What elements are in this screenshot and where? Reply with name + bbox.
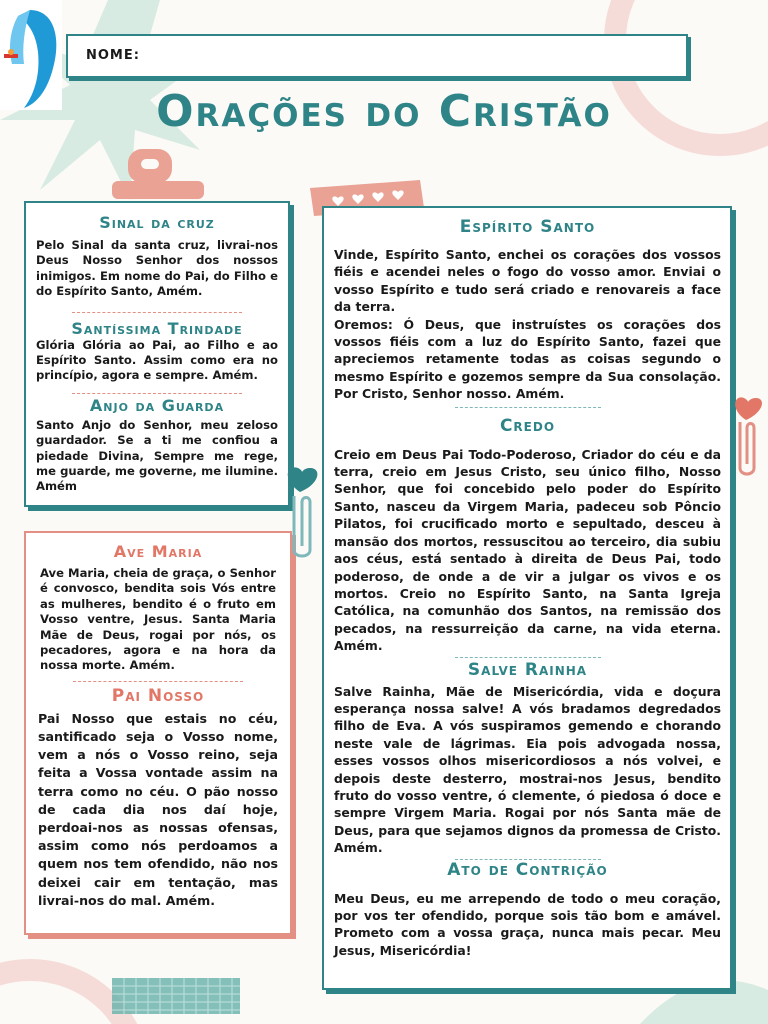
- washi-tape-bottom: [112, 978, 240, 1014]
- prayer-text-salve-rainha: Salve Rainha, Mãe de Misericórdia, vida e doçura esperança nossa salve! A vós bradamos degredados filho de Eva. A vós suspiramos gemendo e chorando neste vale de lágrimas. Eia pois advogada nossa, esses vossos olhos misericordiosos a nós volvei, e depois deste desterro, mostrai-nos Jesus, bendito fruto do vosso ventre, ó clemente, ó piedosa ó doce e sempre Virgem Maria. Rogai por nós Santa mãe de Deus, para que sejamos dignos da promessa de Cristo. Amém.: [334, 683, 721, 856]
- section-title-anjo-da-guarda: Anjo da Guarda: [89, 395, 225, 415]
- clip-icon: [108, 145, 208, 205]
- heart-paperclip-icon-right: [728, 392, 768, 482]
- section-title-pai-nosso: Pai Nosso: [111, 685, 205, 706]
- prayer-text-espirito-santo: Vinde, Espírito Santo, enchei os corações dos vossos fiéis e acendei neles o fogo do vosso amor. Enviai o vosso Espírito e tudo será criado e renovareis a face da terra. Oremos: Ó Deus, que instruístes os corações dos vossos fiéis com a luz do Espírito Santo, fazei que apreciemos retamente todas as coisas segundo o mesmo Espírito e gozemos sempre da Sua consolação. Por Cristo, Senhor nosso. Amém.: [334, 247, 721, 402]
- prayer-text-santissima-trindade: Glória Glória ao Pai, ao Filho e ao Espírito Santo. Assim como era no princípio, agora e sempre. Amém.: [36, 337, 278, 383]
- prayer-text-credo: Creio em Deus Pai Todo-Poderoso, Criador do céu e da terra, creio em Jesus Cristo, seu único filho, Nosso Senhor, que foi concebido pelo poder do Espírito Santo, nasceu da Virgem Maria, padeceu sob Pôncio Pilatos, foi crucificado morto e sepultado, desceu à mansão dos mortos, ressuscitou ao terceiro, dia subiu aos céus, está sentado à direita de Deus Pai, todo poderoso, de onde a de vir a julgar os vivos e os mortos. Creio no Espírito Santo, na Santa Igreja Católica, na comunhão dos Santos, na remissão dos pecados, na ressurreição da carne, na vida eterna. Amém.: [334, 446, 721, 654]
- prayers-box-pink: [24, 531, 292, 935]
- section-title-credo: Credo: [499, 415, 556, 436]
- prayer-text-ato-de-contricao: Meu Deus, eu me arrependo de todo o meu coração, por vos ter ofendido, porque sois tão bom e amável. Prometo com a vossa graça, nunca mais pecar. Meu Jesus, Misericórdia!: [334, 890, 721, 958]
- section-title-sinal-da-cruz: Sinal da cruz: [99, 213, 215, 232]
- divider: [72, 312, 242, 313]
- section-title-salve-rainha: Salve Rainha: [467, 659, 588, 680]
- heart-paperclip-icon: [280, 462, 324, 562]
- section-title-ave-maria: Ave Maria: [113, 542, 203, 561]
- section-title-santissima-trindade: Santíssima Trindade: [71, 318, 243, 338]
- page-title: Orações do Cristão: [156, 86, 612, 137]
- prayers-box-right: [322, 206, 732, 990]
- section-title-ato-de-contricao: Ato de Contrição: [447, 859, 608, 880]
- name-label: NOME:: [86, 48, 140, 63]
- divider: [455, 657, 601, 658]
- prayer-text-anjo-da-guarda: Santo Anjo do Senhor, meu zeloso guardador. Se a ti me confiou a piedade Divina, Sempre me rege, me guarde, me governe, me ilumine. Amém: [36, 417, 278, 494]
- prayer-text-ave-maria: Ave Maria, cheia de graça, o Senhor é convosco, bendita sois Vós entre as mulheres, bendito é o fruto em Vosso ventre, Jesus. Santa Maria Mãe de Deus, rogai por nós, os pecadores, agora e na hora da nossa morte. Amém.: [40, 566, 276, 673]
- prayers-box-left: [24, 201, 290, 507]
- divider: [72, 393, 242, 394]
- divider: [73, 681, 243, 682]
- section-title-espirito-santo: Espírito Santo: [459, 217, 596, 237]
- divider: [455, 407, 601, 408]
- prayer-text-sinal-da-cruz: Pelo Sinal da santa cruz, livrai-nos Deus Nosso Senhor dos nossos inimigos. Em nome do Pai, do Filho e do Espírito Santo, Amém.: [36, 238, 278, 299]
- name-field[interactable]: [66, 34, 688, 78]
- prayer-text-pai-nosso: Pai Nosso que estais no céu, santificado seja o Vosso nome, vem a nós o Vosso reino, seja feita a Vossa vontade assim na terra como no céu. O pão nosso de cada dia nos daí hoje, perdoai-nos as nossas ofensas, assim como nós perdoamos a quem nos tem ofendido, não nos deixei cair em tentação, mas livrai-nos do mal. Amém.: [38, 710, 278, 908]
